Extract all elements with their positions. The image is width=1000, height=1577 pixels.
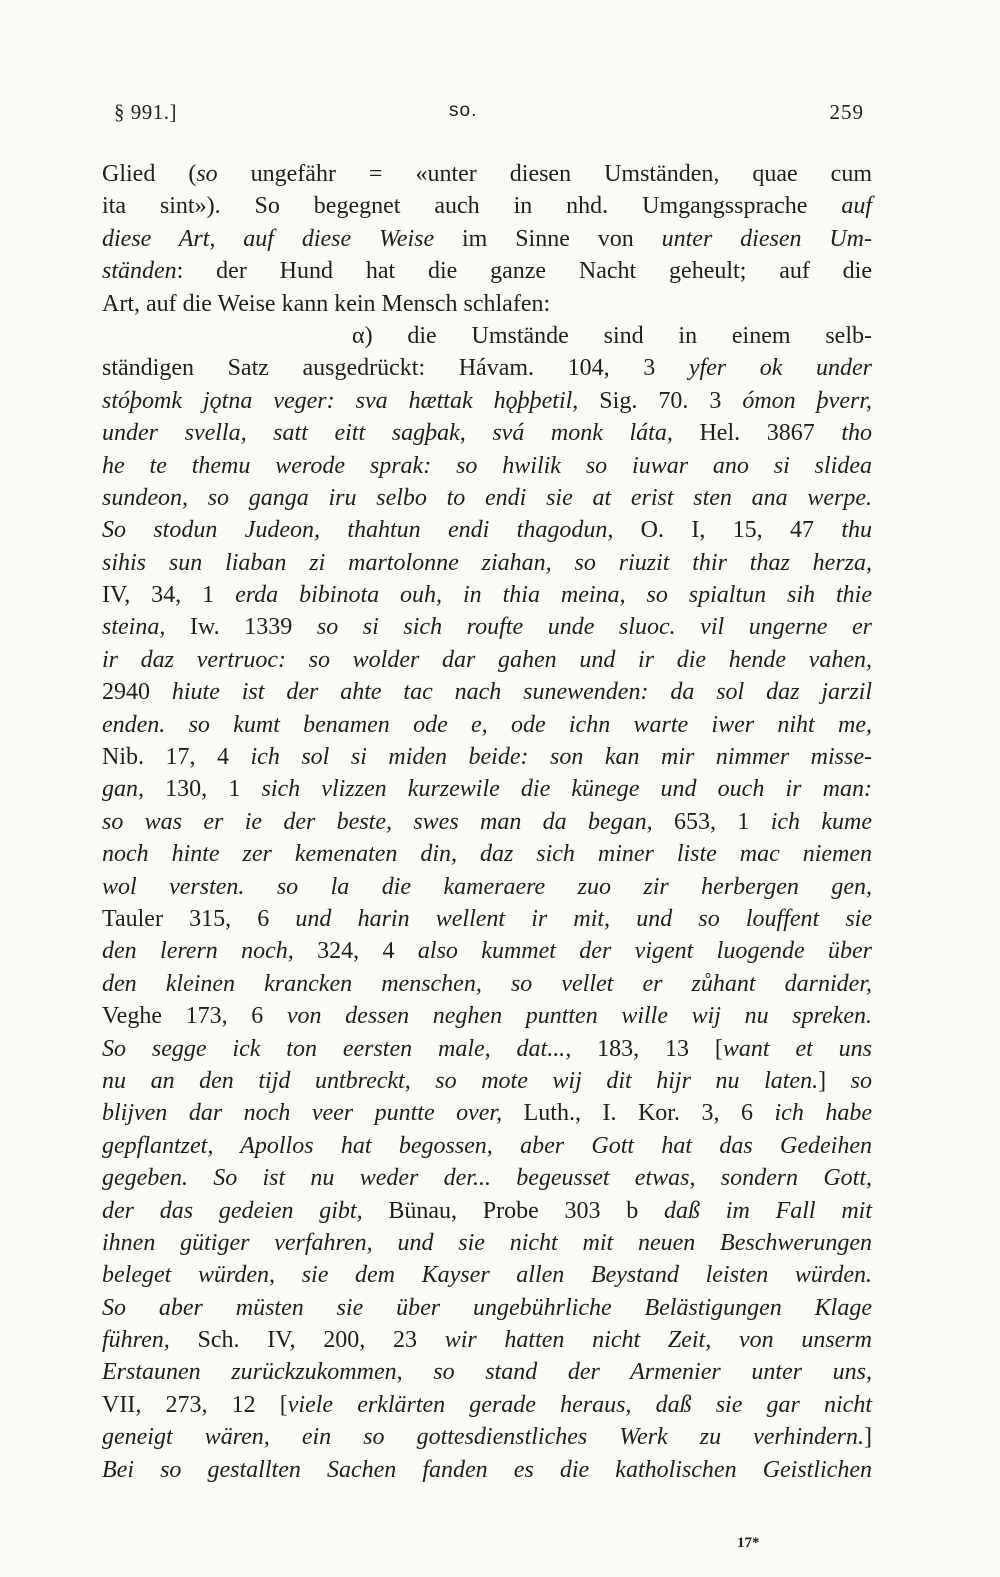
text-line <box>102 1421 872 1453</box>
text-line <box>102 190 872 222</box>
text-line <box>102 838 872 870</box>
text-line <box>102 871 872 903</box>
roman-text: Sig. 70. 3 <box>578 387 743 414</box>
italic-text: führen, <box>102 1327 170 1354</box>
roman-text: α) die Umstände sind in einem selb- <box>352 322 872 349</box>
italic-text: under svella, satt eitt sagþak, svá monk láta, <box>102 420 673 447</box>
text-line <box>102 288 872 320</box>
roman-text: 653, 1 <box>652 808 771 835</box>
main-text <box>102 158 872 1486</box>
roman-text: O. I, 15, 47 <box>613 517 842 544</box>
text-line <box>102 644 872 676</box>
text-line <box>102 579 872 611</box>
text-line <box>102 968 872 1000</box>
text-line <box>102 1033 872 1065</box>
italic-text: der das gedeien gibt, <box>102 1197 363 1224</box>
roman-text: IV, 34, 1 <box>102 582 236 609</box>
italic-text: von dessen neghen puntten wille wij nu spreken. <box>286 1003 872 1030</box>
text-line <box>102 320 872 352</box>
italic-text: ich habe <box>774 1100 872 1127</box>
text-line <box>102 1195 872 1227</box>
text-line <box>102 741 872 773</box>
italic-text: ich sol si miden beide: son kan mir nimmer misse- <box>250 744 872 771</box>
roman-text: 324, 4 <box>293 938 418 965</box>
text-line <box>102 1000 872 1032</box>
text-line <box>102 158 872 190</box>
italic-text: ihnen gütiger verfahren, und sie nicht mit neuen Beschwerungen <box>102 1229 872 1256</box>
italic-text: so <box>850 1067 873 1094</box>
text-line <box>102 1097 872 1129</box>
text-line <box>102 611 872 643</box>
text-line <box>102 1356 872 1388</box>
italic-text: So segge ick ton eersten male, dat..., <box>102 1035 572 1062</box>
roman-text: 130, 1 <box>144 776 262 803</box>
text-line <box>102 482 872 514</box>
italic-text: so si sich roufte unde sluoc. vil ungerne er <box>316 614 872 641</box>
italic-text: erda bibinota ouh, in thia meina, so spialtun sih thie <box>235 582 872 609</box>
italic-text: ich kume <box>770 808 872 835</box>
italic-text: den kleinen krancken menschen, so vellet er zůhant darnider, <box>102 970 872 997</box>
roman-text: ständigen Satz ausgedrückt: Hávam. 104, 3 <box>102 355 689 382</box>
italic-text: Erstaunen zurückzukommen, so stand der Armenier unter uns, <box>102 1359 872 1386</box>
text-line <box>102 1454 872 1486</box>
italic-text: blijven dar noch veer puntte over, <box>102 1100 503 1127</box>
italic-text: So aber müsten sie über ungebührliche Belästigungen Klage <box>102 1294 872 1321</box>
roman-text: ] <box>818 1067 851 1094</box>
text-line <box>102 1389 872 1421</box>
italic-text: Bei so gestallten Sachen fanden es die katholischen Geistlichen <box>102 1456 872 1483</box>
italic-text: nu an den tijd untbreckt, so mote wij dit hijr nu laten. <box>102 1067 819 1094</box>
italic-text: enden. so kumt benamen ode e, ode ichn warte iwer niht me, <box>102 711 872 738</box>
italic-text: geneigt wären, ein so gottesdienstliches Werk zu verhindern. <box>102 1424 864 1451</box>
italic-text: gegeben. So ist nu weder der... begeusset etwas, sondern Gott, <box>102 1165 872 1192</box>
italic-text: auf <box>841 193 872 220</box>
italic-text: den lerern noch, <box>102 938 294 965</box>
italic-text: so was er ie der beste, swes man da began, <box>102 808 653 835</box>
roman-text: Hel. 3867 <box>672 420 842 447</box>
italic-text: sich vlizzen kurzewile die künege und ouch ir man: <box>261 776 872 803</box>
headword: so. <box>449 100 478 121</box>
page-number: 259 <box>829 100 864 124</box>
text-line <box>102 903 872 935</box>
italic-text: stóþomk jǫtna veger: sva hættak hǫþþetil, <box>102 387 579 414</box>
italic-text: so <box>196 161 218 187</box>
italic-text: steina, <box>102 614 166 641</box>
italic-text: yfer ok under <box>688 355 872 382</box>
text-line <box>102 352 872 384</box>
text-line <box>102 255 872 287</box>
roman-text: ungefähr = «unter diesen Umständen, quae cum <box>217 161 873 187</box>
italic-text: sihis sun liaban zi martolonne ziahan, so riuzit thir thaz herza, <box>102 549 872 576</box>
roman-text: ] <box>864 1424 872 1451</box>
roman-text: Bünau, Probe 303 b <box>362 1197 665 1224</box>
roman-text: Art, auf die Weise kann kein Mensch schlafen: <box>102 290 551 317</box>
text-line <box>102 1130 872 1162</box>
italic-text: viele erklärten gerade heraus, daß sie gar nicht <box>287 1391 872 1418</box>
text-line <box>102 385 872 417</box>
text-line <box>102 806 872 838</box>
italic-text: wol versten. so la die kameraere zuo zir herbergen gen, <box>102 873 872 900</box>
italic-text: gepflantzet, Apollos hat begossen, aber Gott hat das Gedeihen <box>102 1132 872 1159</box>
text-line <box>102 709 872 741</box>
text-line <box>102 223 872 255</box>
text-line <box>102 773 872 805</box>
text-line <box>102 935 872 967</box>
text-line <box>102 1227 872 1259</box>
italic-text: noch hinte zer kemenaten din, daz sich miner liste mac niemen <box>102 841 872 868</box>
italic-text: he te themu werode sprak: so hwilik so iuwar ano si slidea <box>102 452 872 479</box>
italic-text: So stodun Judeon, thahtun endi thagodun, <box>102 517 614 544</box>
italic-text: ständen <box>102 258 177 285</box>
roman-text: Nib. 17, 4 <box>102 744 251 771</box>
italic-text: diese Art, auf diese Weise <box>102 225 435 252</box>
roman-text: 2940 <box>102 679 172 706</box>
running-header <box>114 100 864 132</box>
roman-text: Veghe 173, 6 <box>102 1003 287 1030</box>
italic-text: gan, <box>102 776 144 803</box>
roman-text: im Sinne von <box>434 225 662 252</box>
italic-text: tho <box>841 420 873 447</box>
roman-text: Glied ( <box>102 161 197 187</box>
roman-text: 183, 13 [ <box>571 1035 723 1062</box>
text-line <box>102 1162 872 1194</box>
italic-text: want et uns <box>722 1035 872 1062</box>
italic-text: hiute ist der ahte tac nach sunewenden: da sol daz jarzil <box>171 679 873 706</box>
italic-text: beleget würden, sie dem Kayser allen Beystand leisten würden. <box>102 1262 872 1289</box>
roman-text: : der Hund hat die ganze Nacht geheult; auf die <box>176 258 872 285</box>
roman-text: Sch. IV, 200, 23 <box>169 1327 445 1354</box>
section-reference: § 991.] <box>114 100 177 124</box>
signature-mark: 17* <box>737 1535 760 1551</box>
italic-text: also kummet der vigent luogende über <box>417 938 872 965</box>
text-line <box>102 417 872 449</box>
text-line <box>102 547 872 579</box>
italic-text: sundeon, so ganga iru selbo to endi sie at erist sten ana werpe. <box>102 484 872 511</box>
roman-text: ita sint»). So begegnet auch in nhd. Umgangssprache <box>102 193 842 220</box>
text-line <box>102 450 872 482</box>
text-line <box>102 1259 872 1291</box>
text-line <box>102 676 872 708</box>
roman-text: VII, 273, 12 [ <box>102 1391 288 1418</box>
roman-text: Luth., I. Kor. 3, 6 <box>502 1100 775 1127</box>
text-line <box>102 514 872 546</box>
text-line <box>102 1292 872 1324</box>
italic-text: ir daz vertruoc: so wolder dar gahen und ir die hende vahen, <box>102 646 872 673</box>
italic-text: wir hatten nicht Zeit, von unserm <box>444 1327 872 1354</box>
roman-text: Tauler 315, 6 <box>102 905 296 932</box>
italic-text: ómon þverr, <box>742 387 873 414</box>
roman-text: Iw. 1339 <box>165 614 317 641</box>
text-line <box>102 1324 872 1356</box>
italic-text: thu <box>841 517 873 544</box>
text-line <box>102 1065 872 1097</box>
italic-text: und harin wellent ir mit, und so louffent sie <box>295 905 872 932</box>
italic-text: unter diesen Um- <box>661 225 872 252</box>
italic-text: daß im Fall mit <box>664 1197 872 1224</box>
